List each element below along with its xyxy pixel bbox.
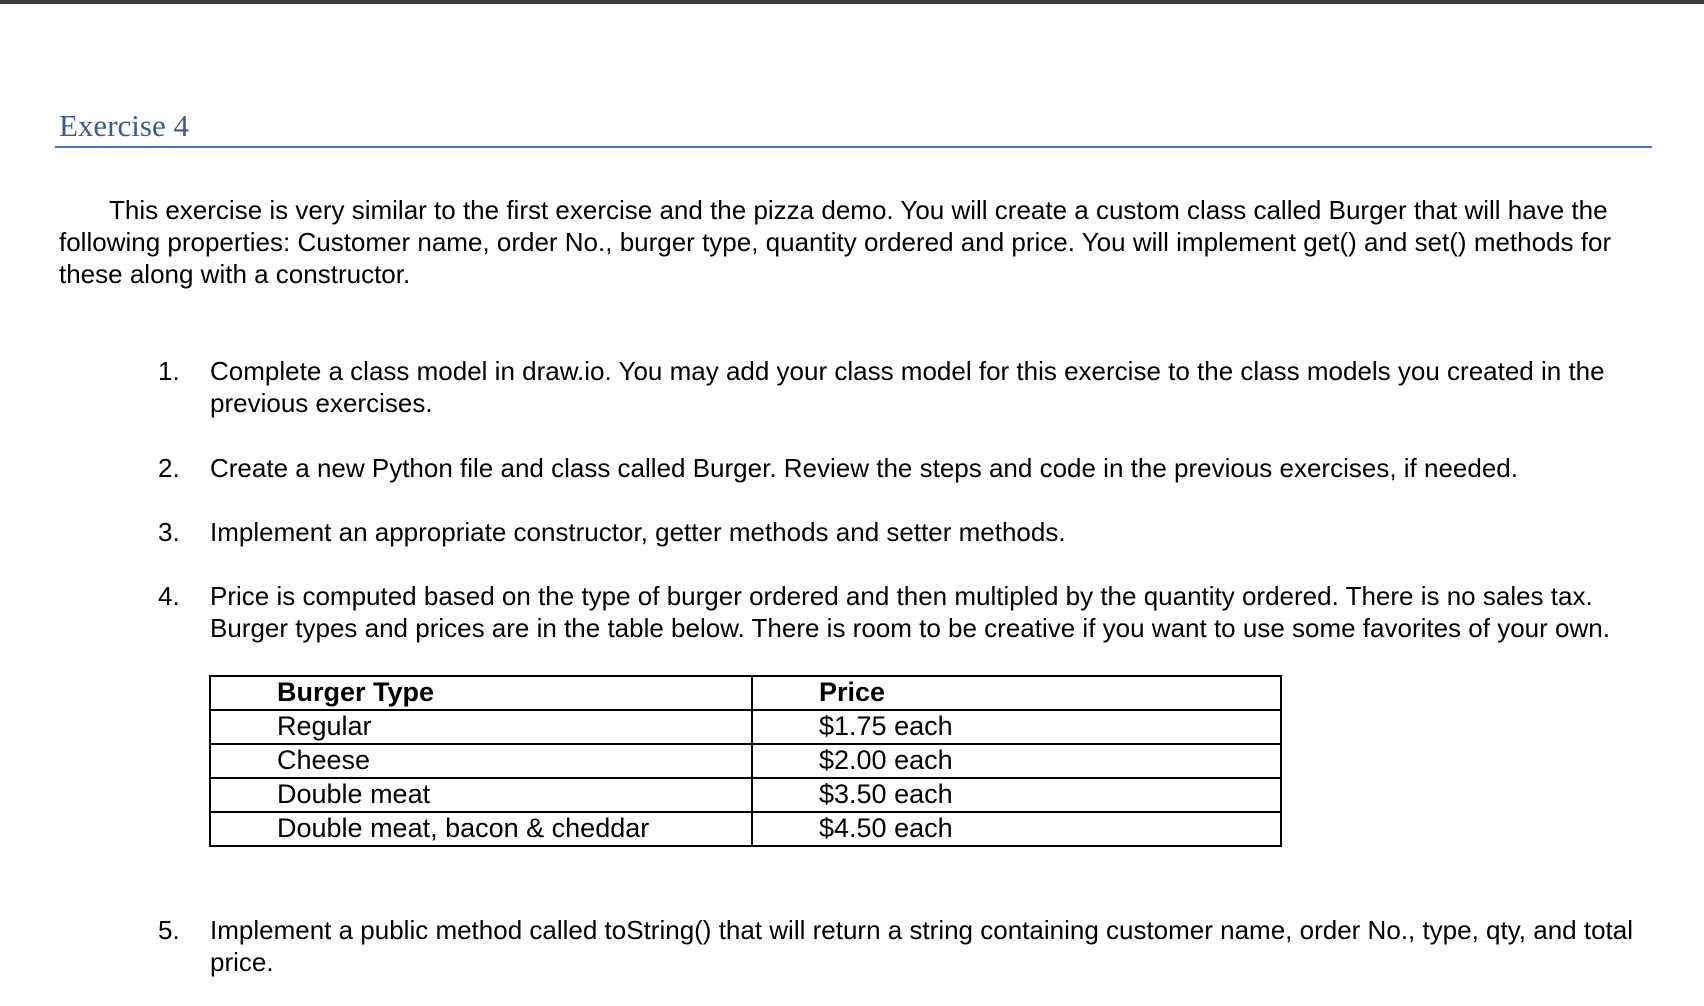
burger-type-cell: Double meat, bacon & cheddar bbox=[210, 812, 752, 846]
table-row bbox=[210, 744, 1281, 778]
table-row bbox=[210, 812, 1281, 846]
step-text: Create a new Python file and class called Burger. Review the steps and code in the previous exercises, if needed. bbox=[210, 453, 1518, 483]
burger-price-table bbox=[209, 675, 1282, 847]
step-text: Implement an appropriate constructor, getter methods and setter methods. bbox=[210, 517, 1066, 547]
step-text: Complete a class model in draw.io. You may add your class model for this exercise to the class models you created in the previous exercises. bbox=[210, 356, 1605, 418]
exercise-heading: Exercise 4 bbox=[59, 108, 189, 143]
header-price: Price bbox=[752, 676, 1281, 710]
intro-paragraph: This exercise is very similar to the first exercise and the pizza demo. You will create a custom class called Burger that will have the following properties: Customer name, order No., burger type, quantity ordered and price. You will implement get() and set() methods for these along with a constructor. bbox=[59, 195, 1612, 289]
price-cell: $2.00 each bbox=[752, 744, 1281, 778]
price-cell: $3.50 each bbox=[752, 778, 1281, 812]
step-number: 4. bbox=[158, 581, 180, 611]
step-number: 5. bbox=[158, 915, 180, 945]
top-border bbox=[0, 0, 1704, 4]
step-number: 2. bbox=[158, 453, 180, 483]
table-row bbox=[210, 778, 1281, 812]
header-burger-type: Burger Type bbox=[210, 676, 752, 710]
table-row bbox=[210, 710, 1281, 744]
heading-rule bbox=[55, 146, 1652, 148]
price-cell: $1.75 each bbox=[752, 710, 1281, 744]
step-text: Price is computed based on the type of burger ordered and then multipled by the quantity ordered. There is no sales tax. Burger types and prices are in the table below. There is room to be creative if you want to use some favorites of your own. bbox=[210, 581, 1610, 643]
step-number: 1. bbox=[158, 356, 180, 386]
table-header-row bbox=[210, 676, 1281, 710]
burger-type-cell: Double meat bbox=[210, 778, 752, 812]
burger-type-cell: Regular bbox=[210, 710, 752, 744]
step-text: Implement a public method called toString() that will return a string containing customer name, order No., type, qty, and total price. bbox=[210, 915, 1633, 977]
price-cell: $4.50 each bbox=[752, 812, 1281, 846]
step-number: 3. bbox=[158, 517, 180, 547]
burger-type-cell: Cheese bbox=[210, 744, 752, 778]
